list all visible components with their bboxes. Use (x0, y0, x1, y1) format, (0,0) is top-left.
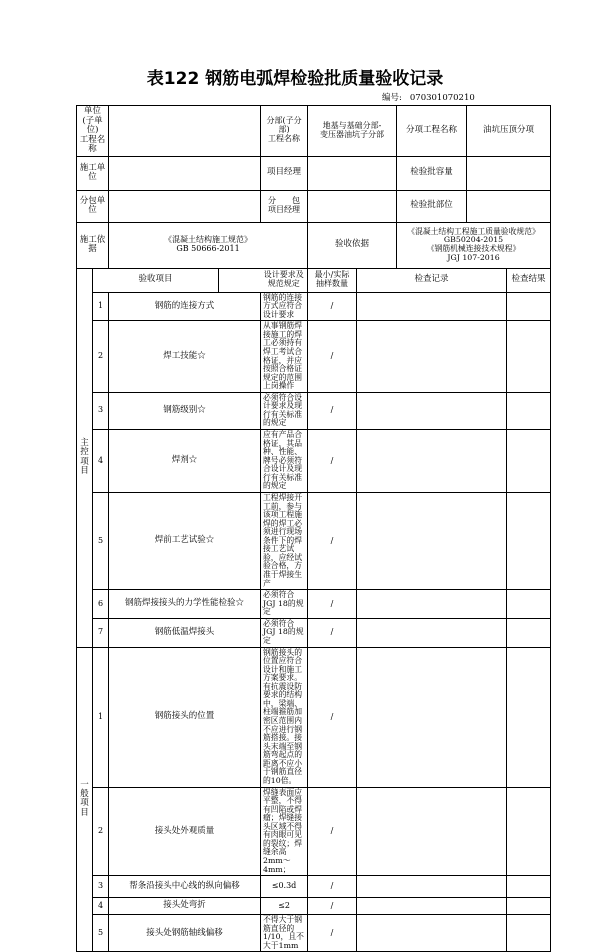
requirement-text: 应有产品合格证，其品种、性能、牌号必须符合设计及现行有关标准的规定 (261, 430, 308, 493)
division-name-label: 分部(子分部) 工程名称 (261, 106, 308, 157)
sampling-value: / (308, 590, 357, 619)
row-number: 3 (93, 876, 109, 898)
subcontract-unit-value (109, 190, 261, 222)
sampling-value: / (308, 898, 357, 915)
batch-part-value (467, 190, 551, 222)
check-result (507, 321, 551, 393)
sampling-value: / (308, 430, 357, 493)
row-number: 5 (93, 492, 109, 589)
sampling-value: / (308, 876, 357, 898)
check-result (507, 492, 551, 589)
item-name: 钢筋焊接接头的力学性能检验☆ (109, 590, 261, 619)
requirement-text: 必须符合JGJ 18的规定 (261, 618, 308, 647)
page-title: 表122 钢筋电弧焊检验批质量验收记录 (146, 69, 444, 89)
document-number (382, 91, 475, 103)
acceptance-basis-value: 《混凝土结构工程施工质量验收规范》GB50204-2015 《钢筋机械连接技术规程》 JGJ 107-2016 (397, 222, 551, 268)
requirement-text: ≤0.3d (261, 876, 308, 898)
item-name: 钢筋的连接方式 (109, 292, 261, 321)
unit-name-label: 单位(子单位) 工程名称 (77, 106, 109, 157)
requirement-text: 钢筋的连接方式应符合设计要求 (261, 292, 308, 321)
check-result (507, 876, 551, 898)
subitem-name-value: 油坑压顶分项 (467, 106, 551, 157)
item-name: 接头处弯折 (109, 898, 261, 915)
item-name: 帮条沿接头中心线的纵向偏移 (109, 876, 261, 898)
row-number: 7 (93, 618, 109, 647)
requirement-text: 焊缝表面应平整，不得有凹陷或焊瘤；焊缝接头区域不得有肉眼可见的裂纹；焊缝余高2mm～4mm； (261, 787, 308, 876)
sampling-value: / (308, 492, 357, 589)
row-number: 6 (93, 590, 109, 619)
table-row (77, 392, 551, 429)
table-row (77, 787, 551, 876)
sampling-value: / (308, 787, 357, 876)
general-group-label: 一般项目 (77, 647, 93, 952)
table-row (77, 647, 551, 787)
table-row (77, 876, 551, 898)
requirement-text: 钢筋接头的位置应符合设计和施工方案要求。有抗震设防要求的结构中，梁端、柱端箍筋加密区范围内不应进行钢筋搭接。接头末端至钢筋弯起点的距离不应小于钢筋直径的10倍。 (261, 647, 308, 787)
item-name: 接头处钢筋轴线偏移 (109, 915, 261, 952)
check-record (357, 787, 507, 876)
subcontract-manager-value (308, 190, 397, 222)
check-record (357, 590, 507, 619)
table-row (77, 292, 551, 321)
row-number: 4 (93, 898, 109, 915)
unit-name-value (109, 106, 261, 157)
subcontract-manager-label: 分 包 项目经理 (261, 190, 308, 222)
project-manager-label: 项目经理 (261, 156, 308, 190)
check-result (507, 430, 551, 493)
header-row-unit (77, 106, 551, 157)
requirement-text: 必须符合设计要求及现行有关标准的规定 (261, 392, 308, 429)
item-name: 钢筋低温焊接头 (109, 618, 261, 647)
check-record (357, 618, 507, 647)
header-row-construction (77, 156, 551, 190)
construction-unit-value (109, 156, 261, 190)
check-record (357, 430, 507, 493)
main-control-group-label: 主控项目 (77, 268, 93, 647)
check-record (357, 876, 507, 898)
subcontract-unit-label: 分包单位 (77, 190, 109, 222)
item-name: 焊剂☆ (109, 430, 261, 493)
sampling-value: / (308, 321, 357, 393)
construction-basis-value: 《混凝土结构施工规范》 GB 50666-2011 (109, 222, 308, 268)
table-row (77, 590, 551, 619)
column-result: 检查结果 (507, 268, 551, 292)
column-requirement-spacer (219, 268, 261, 292)
column-record: 检查记录 (357, 268, 507, 292)
row-number: 3 (93, 392, 109, 429)
row-number: 4 (93, 430, 109, 493)
item-name: 接头处外观质量 (109, 787, 261, 876)
item-name: 焊工技能☆ (109, 321, 261, 393)
batch-capacity-label: 检验批容量 (397, 156, 467, 190)
table-row (77, 618, 551, 647)
column-sampling: 最小/实际 抽样数量 (308, 268, 357, 292)
check-record (357, 321, 507, 393)
column-item: 验收项目 (93, 268, 219, 292)
check-record (357, 898, 507, 915)
requirement-text: 从事钢筋焊接施工的焊工必须持有焊工考试合格证，并应按照合格证规定的范围上岗操作 (261, 321, 308, 393)
check-record (357, 647, 507, 787)
table-row (77, 915, 551, 952)
row-number: 1 (93, 647, 109, 787)
row-number: 5 (93, 915, 109, 952)
check-record (357, 392, 507, 429)
item-name: 焊前工艺试验☆ (109, 492, 261, 589)
row-number: 2 (93, 787, 109, 876)
sampling-value: / (308, 392, 357, 429)
construction-basis-label: 施工依据 (77, 222, 109, 268)
item-name: 钢筋级别☆ (109, 392, 261, 429)
sampling-value: / (308, 292, 357, 321)
table-row (77, 898, 551, 915)
check-record (357, 915, 507, 952)
batch-part-label: 检验批部位 (397, 190, 467, 222)
number-value: 070301070210 (409, 93, 475, 103)
item-name: 钢筋接头的位置 (109, 647, 261, 787)
requirement-text: ≤2 (261, 898, 308, 915)
acceptance-basis-label: 验收依据 (308, 222, 397, 268)
check-result (507, 915, 551, 952)
check-result (507, 618, 551, 647)
check-record (357, 492, 507, 589)
sampling-value: / (308, 915, 357, 952)
requirement-text: 必须符合JGJ 18的规定 (261, 590, 308, 619)
check-result (507, 392, 551, 429)
construction-unit-label: 施工单位 (77, 156, 109, 190)
table-row (77, 430, 551, 493)
check-result (507, 647, 551, 787)
check-result (507, 898, 551, 915)
column-requirement: 设计要求及 规范规定 (261, 268, 308, 292)
sampling-value: / (308, 647, 357, 787)
batch-capacity-value (467, 156, 551, 190)
check-result (507, 590, 551, 619)
table-row (77, 321, 551, 393)
acceptance-record-table (76, 105, 551, 952)
check-record (357, 292, 507, 321)
sampling-value: / (308, 618, 357, 647)
requirement-text: 工程焊接开工前，参与该项工程施焊的焊工必须进行现场条件下的焊接工艺试验，应经试验合格，方准于焊接生产 (261, 492, 308, 589)
check-result (507, 292, 551, 321)
header-row-subcontract (77, 190, 551, 222)
requirement-text: 不得大于钢筋直径的1/10，且不大于1mm (261, 915, 308, 952)
header-row-basis (77, 222, 551, 268)
column-header-row (77, 268, 551, 292)
subitem-name-label: 分项工程名称 (397, 106, 467, 157)
division-name-value: 地基与基础分部- 变压器油坑子分部 (308, 106, 397, 157)
project-manager-value (308, 156, 397, 190)
check-result (507, 787, 551, 876)
row-number: 2 (93, 321, 109, 393)
row-number: 1 (93, 292, 109, 321)
table-row (77, 492, 551, 589)
number-label: 编号: (382, 93, 402, 103)
